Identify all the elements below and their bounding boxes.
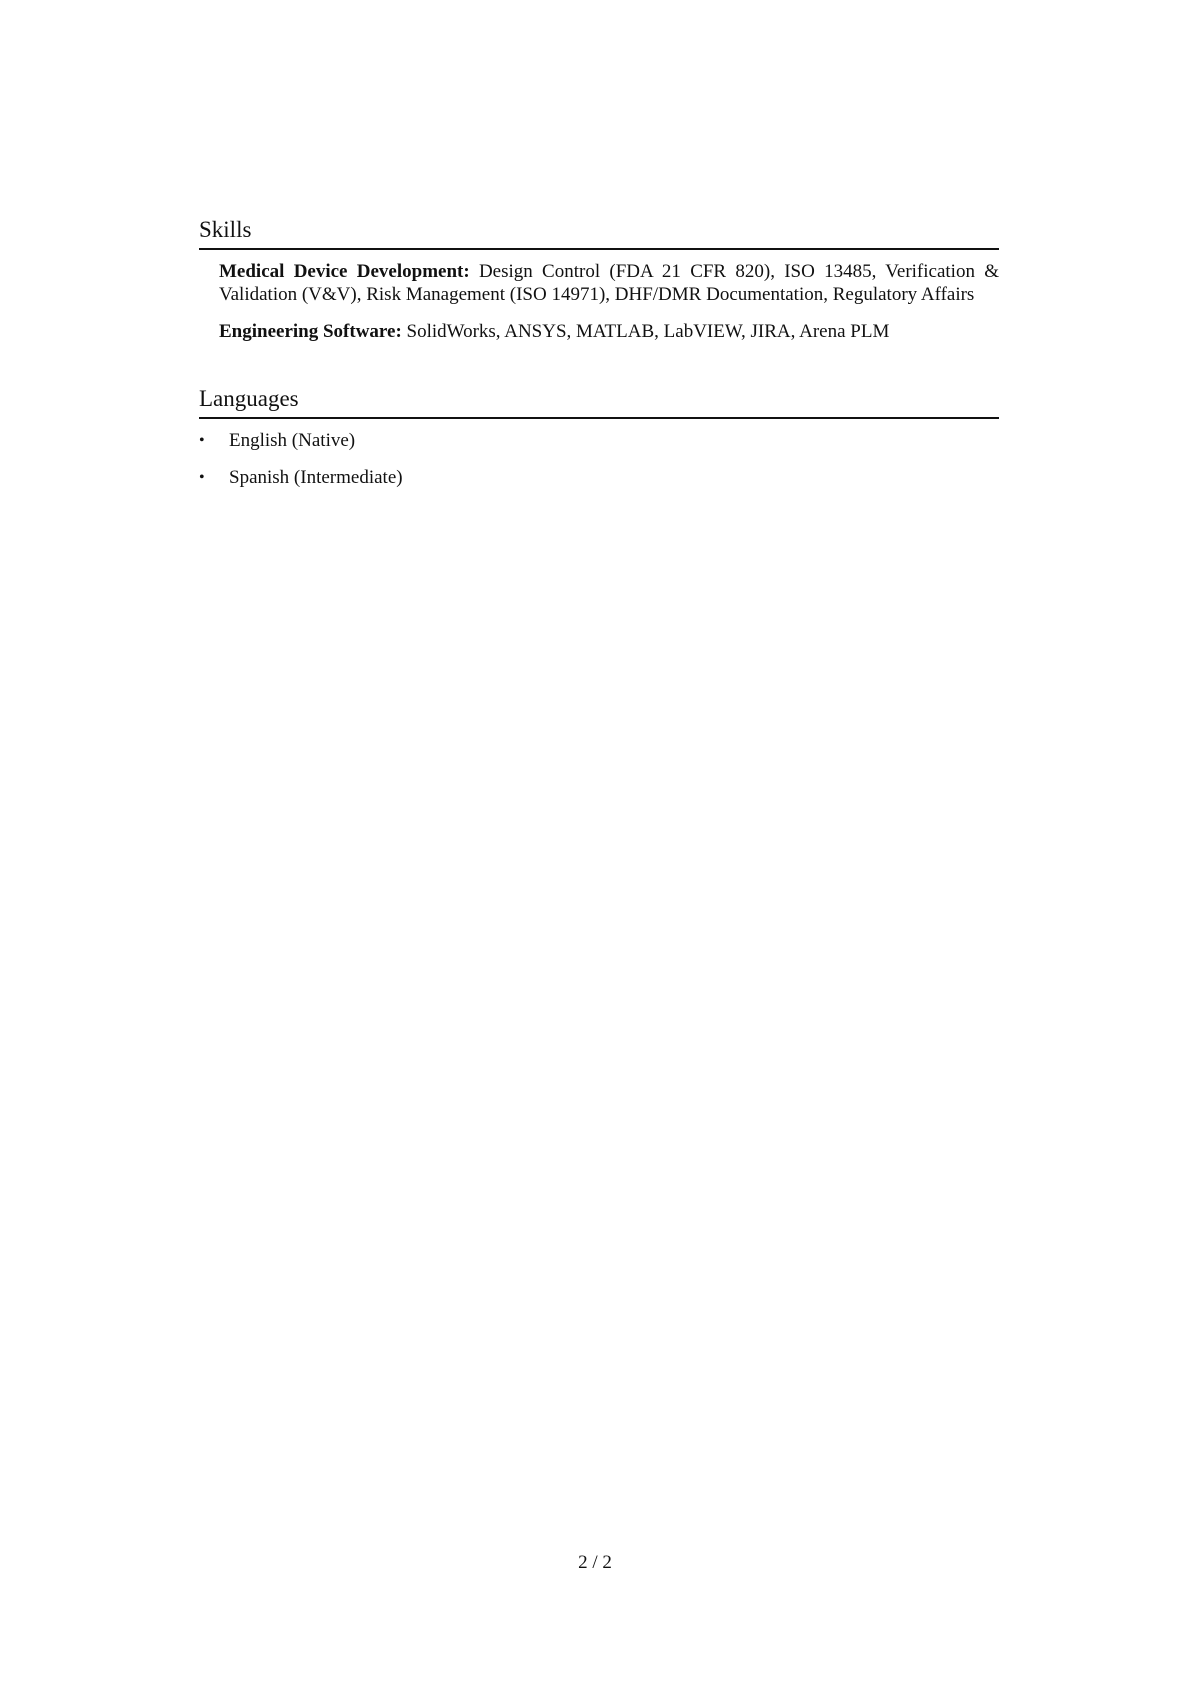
skills-list bbox=[199, 260, 999, 343]
skill-entry-medical-device bbox=[219, 260, 999, 306]
skill-label: Engineering Software: bbox=[219, 321, 402, 342]
list-item bbox=[199, 466, 999, 489]
bullet-icon: • bbox=[199, 432, 205, 449]
skill-entry-engineering-software bbox=[219, 320, 999, 343]
languages-heading: Languages bbox=[199, 385, 999, 419]
skills-heading: Skills bbox=[199, 216, 999, 250]
language-text: English (Native) bbox=[229, 430, 356, 451]
languages-section bbox=[199, 385, 999, 503]
language-text: Spanish (Intermediate) bbox=[229, 467, 403, 488]
skill-text: SolidWorks, ANSYS, MATLAB, LabVIEW, JIRA, Arena PLM bbox=[406, 321, 890, 342]
skill-text: Design Control (FDA 21 CFR 820), ISO 13485, Verification & Validation (V&V), Risk Management (ISO 14971), DHF/DMR Documentation, Regulatory Affairs bbox=[219, 261, 1000, 305]
skill-label: Medical Device Development: bbox=[219, 261, 470, 282]
languages-list bbox=[199, 429, 999, 489]
bullet-icon: • bbox=[199, 469, 205, 486]
list-item bbox=[199, 429, 999, 452]
page-number: 2 / 2 bbox=[578, 1552, 612, 1573]
skills-section bbox=[199, 216, 999, 357]
